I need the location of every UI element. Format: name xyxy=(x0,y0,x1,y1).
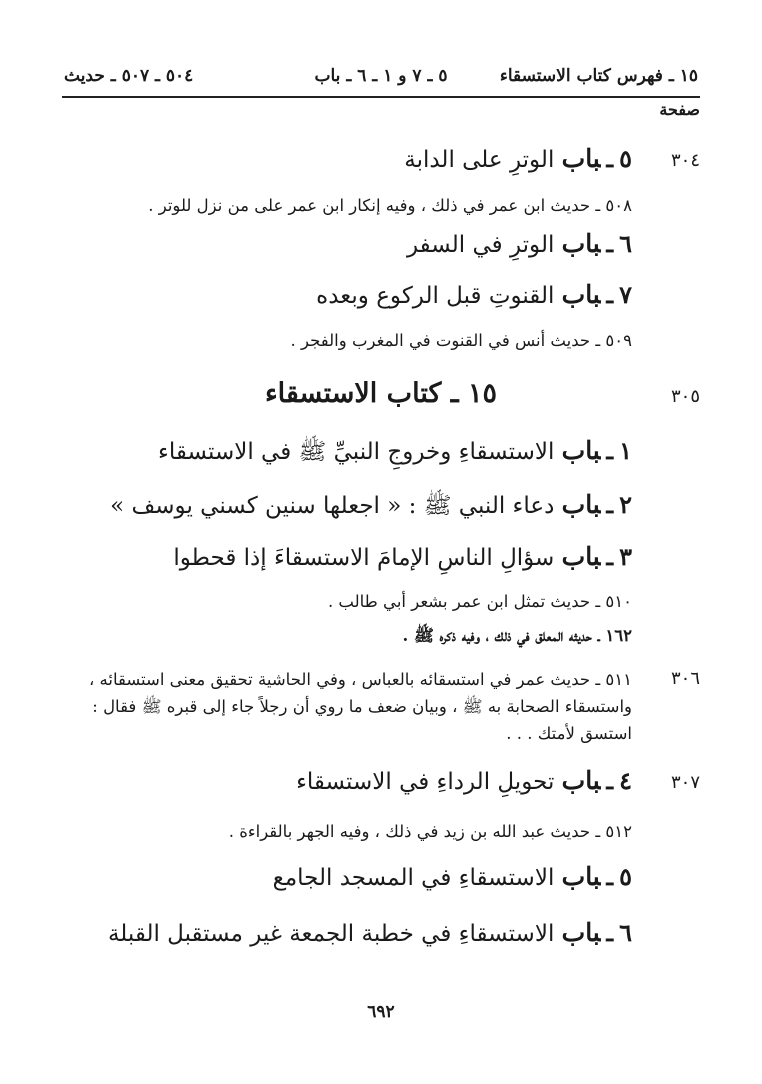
index-entry-bab xyxy=(0,766,762,806)
hadith-line: ٥١٢ ـ حديث عبد الله بن زيد في ذلك ، وفيه الجهر بالقراءة . xyxy=(228,822,632,841)
bab-title: الاستسقاءِ في المسجد الجامع xyxy=(272,865,555,891)
bab-number: ٦ xyxy=(619,229,632,258)
bab-title: الاستسقاءِ وخروجِ النبيِّ ﷺ في الاستسقاء xyxy=(158,439,555,465)
hadith-line: ٥٠٨ ـ حديث ابن عمر في ذلك ، وفيه إنكار ابن عمر على من نزل للوتر . xyxy=(148,196,632,215)
bab-keyword: باب xyxy=(561,490,601,519)
index-entry-bab xyxy=(0,918,762,958)
index-entry-bab xyxy=(0,436,762,476)
dash: ـ xyxy=(606,920,614,947)
bab-title: تحويلِ الرداءِ في الاستسقاء xyxy=(296,769,555,795)
index-entry-hadith xyxy=(0,822,762,862)
index-entry-hadith xyxy=(0,331,762,371)
bab-title: سؤالِ الناسِ الإمامَ الاستسقاءَ إذا قحطوا xyxy=(173,545,555,571)
dash: ـ xyxy=(606,231,614,258)
bab-keyword: باب xyxy=(561,280,601,309)
bab-keyword: باب xyxy=(561,144,601,173)
bab-title: الاستسقاءِ في خطبة الجمعة غير مستقبل القبلة xyxy=(107,921,555,947)
bab-keyword: باب xyxy=(561,862,601,891)
bab-keyword: باب xyxy=(561,436,601,465)
page-ref: ٣٠٥ xyxy=(670,386,700,407)
index-entry-bab xyxy=(0,280,762,320)
bab-keyword: باب xyxy=(561,542,601,571)
dash: ـ xyxy=(606,492,614,519)
index-entry-bab xyxy=(0,490,762,530)
bab-number: ٤ xyxy=(619,766,632,795)
index-entry-bab xyxy=(0,144,762,184)
bab-title: الوترِ في السفر xyxy=(406,232,555,258)
kitab-title: ١٥ ـ كتاب الاستسقاء xyxy=(264,378,498,409)
bab-keyword: باب xyxy=(561,918,601,947)
hadith-line: ٥٠٩ ـ حديث أنس في القنوت في المغرب والفجر . xyxy=(290,331,632,350)
header-bab-range: ٥ ـ ٧ و ١ ـ ٦ ـ باب xyxy=(314,66,448,86)
index-entry-bab xyxy=(0,229,762,269)
bab-title: القنوتِ قبل الركوع وبعده xyxy=(316,283,555,309)
bab-number: ٥ xyxy=(619,144,632,173)
dash: ـ xyxy=(606,282,614,309)
hadith-line: ٥١٠ ـ حديث تمثل ابن عمر بشعر أبي طالب . xyxy=(327,592,632,611)
page-ref: ٣٠٧ xyxy=(670,772,700,793)
bab-number: ٥ xyxy=(619,862,632,891)
dash: ـ xyxy=(606,768,614,795)
bab-title: دعاء النبي ﷺ : « اجعلها سنين كسني يوسف » xyxy=(110,493,555,519)
index-entry-kitab xyxy=(0,378,762,418)
dash: ـ xyxy=(606,544,614,571)
hadith-line: ١٦٢ ـ حديثه المعلق في ذلك ، وفيه ذكره ﷺ . xyxy=(402,626,632,645)
bab-number: ١ xyxy=(619,436,632,465)
header-chapter-title: ١٥ ـ فهرس كتاب الاستسقاء xyxy=(499,66,698,86)
bab-number: ٣ xyxy=(619,542,632,571)
hadith-paragraph: ٥١١ ـ حديث عمر في استسقائه بالعباس ، وفي الحاشية تحقيق معنى استسقائه ، واستسقاء الصحابة به ﷺ ، وبيان ضعف ما روي أن رجلاً جاء إلى قبره ﷺ فقال : استسق لأمتك . . . xyxy=(88,670,632,743)
bab-number: ٢ xyxy=(619,490,632,519)
index-entry-hadith-muallaq xyxy=(0,626,762,666)
bab-number: ٦ xyxy=(619,918,632,947)
dash: ـ xyxy=(606,864,614,891)
index-entry-bab xyxy=(0,542,762,582)
bab-title: الوترِ على الدابة xyxy=(404,147,555,173)
bab-number: ٧ xyxy=(619,280,632,309)
page-column-label: صفحة xyxy=(659,100,700,119)
index-entry-hadith xyxy=(0,666,762,756)
page-ref: ٣٠٦ xyxy=(670,668,700,689)
page-ref: ٣٠٤ xyxy=(670,150,700,171)
header-hadith-range: ٥٠٤ ـ ٥٠٧ ـ حديث xyxy=(64,66,194,86)
dash: ـ xyxy=(606,438,614,465)
running-header xyxy=(62,62,700,98)
bab-keyword: باب xyxy=(561,766,601,795)
dash: ـ xyxy=(606,146,614,173)
index-entry-bab xyxy=(0,862,762,902)
page-number: ٦٩٢ xyxy=(367,1002,395,1022)
bab-keyword: باب xyxy=(561,229,601,258)
